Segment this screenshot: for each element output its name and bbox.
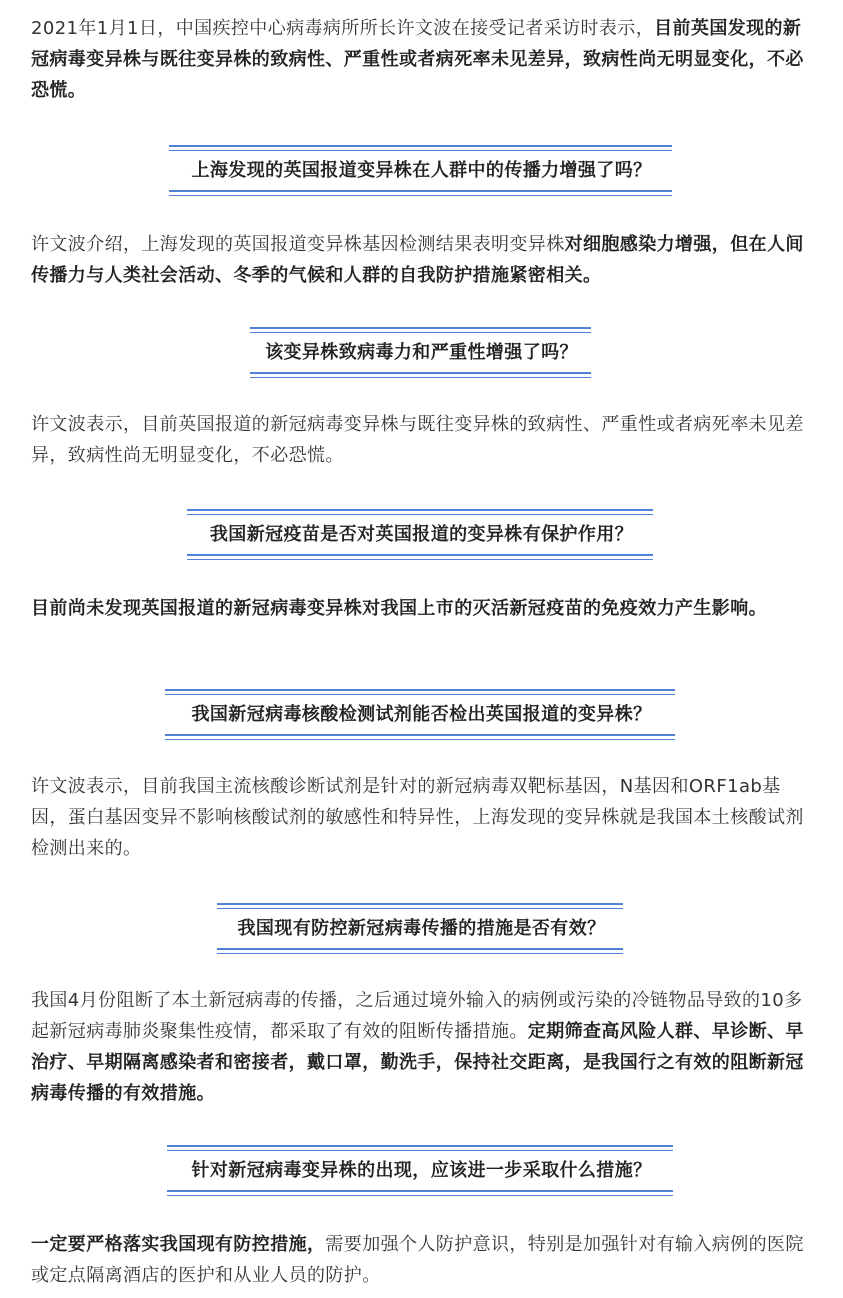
section-answer-6 [31,1229,811,1291]
heading-rule-bottom [169,190,672,196]
intro-paragraph [31,13,811,106]
heading-text: 该变异株致病毒力和严重性增强了吗？ [265,342,578,363]
answer-bold-text: 定期筛查高风险人群、早诊断、早治疗、早期隔离感染者和密接者，戴口罩，勤洗手，保持社交距离，是我国行之有效的阻断新冠病毒传播的有效措施。 [31,1021,804,1104]
answer-text: 许文波介绍，上海发现的英国报道变异株基因检测结果表明变异株 [31,234,565,255]
section-answer-4 [31,771,811,864]
heading-text: 上海发现的英国报道变异株在人群中的传播力增强了吗？ [191,160,652,181]
section-answer-2 [31,409,811,471]
heading-rule-top [217,903,623,909]
heading-rule-bottom [250,372,591,378]
heading-rule-top [250,327,591,333]
heading-rule-bottom [167,1190,673,1196]
heading-rule-bottom [187,554,653,560]
answer-text: 我国4月份阻断了本土新冠病毒的传播，之后通过境外输入的病例或污染的冷链物品导致的10多起新冠病毒肺炎聚集性疫情，都采取了有效的阻断传播措施。 [31,990,803,1042]
answer-bold-text: 一定要严格落实我国现有防控措施， [31,1234,326,1255]
intro-text: 2021年1月1日，中国疾控中心病毒病所所长许文波在接受记者采访时表示， [31,18,655,39]
heading-rule-top [169,145,672,151]
intro-bold-text: 目前英国发现的新冠病毒变异株与既往变异株的致病性、严重性或者病死率未见差异，致病性尚无明显变化，不必恐慌。 [31,18,804,101]
heading-rule-top [167,1145,673,1151]
answer-text: 需要加强个人防护意识，特别是加强针对有输入病例的医院或定点隔离酒店的医护和从业人员的防护。 [31,1234,804,1286]
heading-text: 我国新冠病毒核酸检测试剂能否检出英国报道的变异株？ [191,704,652,725]
section-answer-5 [31,985,811,1109]
heading-rule-bottom [165,734,675,740]
answer-text: 许文波表示，目前我国主流核酸诊断试剂是针对的新冠病毒双靶标基因，N基因和ORF1ab基因，蛋白基因变异不影响核酸试剂的敏感性和特异性，上海发现的变异株就是我国本土核酸试剂检测出来的。 [31,776,804,859]
heading-rule-top [165,689,675,695]
heading-text: 我国新冠疫苗是否对英国报道的变异株有保护作用？ [209,524,634,545]
heading-rule-top [187,509,653,515]
section-answer-1 [31,229,811,291]
answer-text: 许文波表示，目前英国报道的新冠病毒变异株与既往变异株的致病性、严重性或者病死率未见差异，致病性尚无明显变化，不必恐慌。 [31,414,804,466]
heading-rule-bottom [217,948,623,954]
section-answer-3 [31,593,811,624]
answer-bold-text: 目前尚未发现英国报道的新冠病毒变异株对我国上市的灭活新冠疫苗的免疫效力产生影响。 [31,598,767,619]
heading-text: 针对新冠病毒变异株的出现，应该进一步采取什么措施？ [191,1160,652,1181]
heading-text: 我国现有防控新冠病毒传播的措施是否有效？ [237,918,606,939]
answer-bold-text: 对细胞感染力增强，但在人间传播力与人类社会活动、冬季的气候和人群的自我防护措施紧密相关。 [31,234,804,286]
